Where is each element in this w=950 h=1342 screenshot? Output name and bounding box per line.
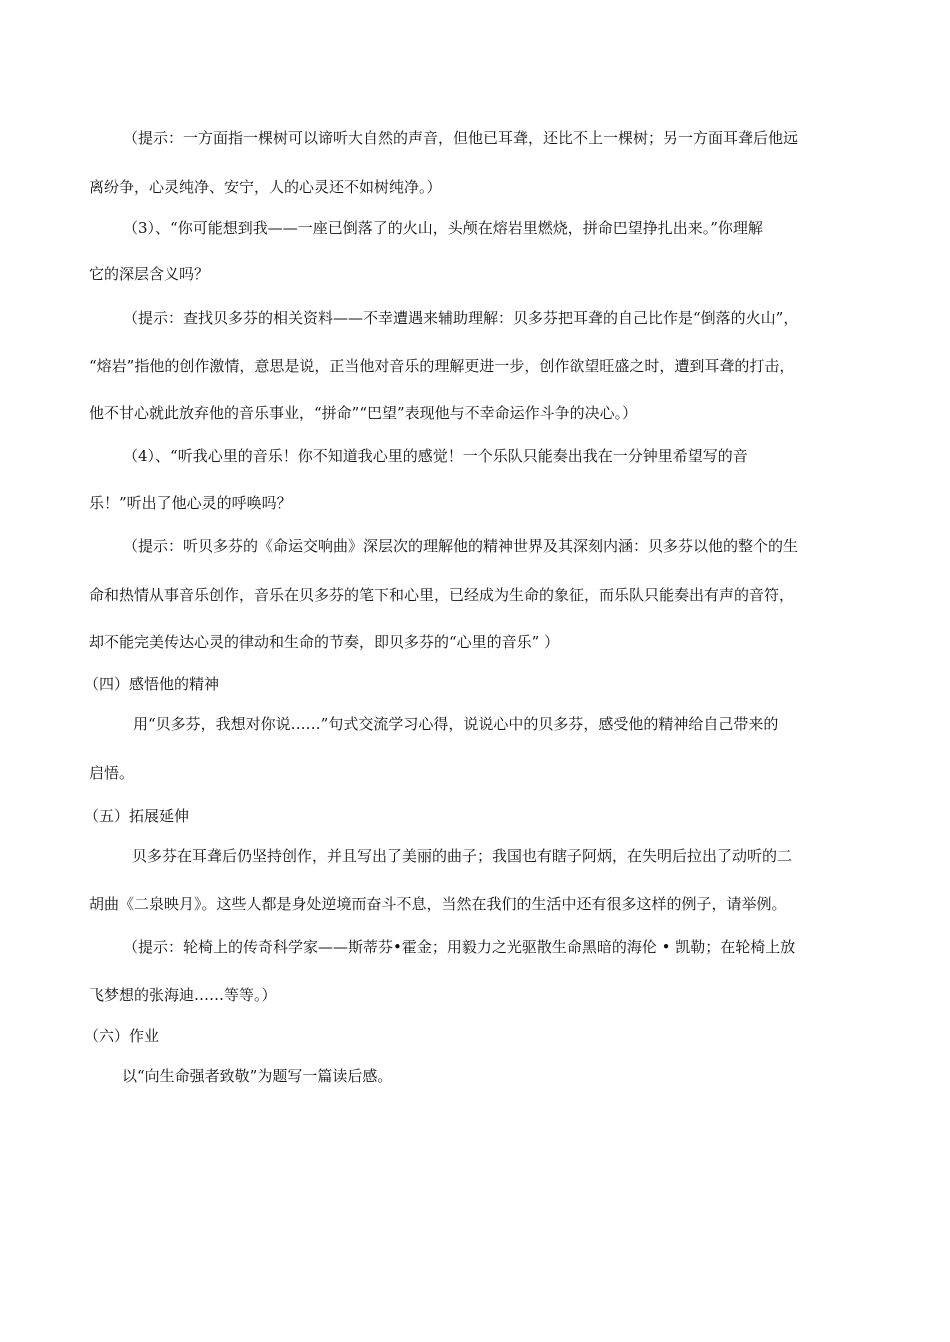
- hint-paragraph-1-line-1: （提示：一方面指一棵树可以谛听大自然的声音，但他已耳聋，还比不上一棵树；另一方面耳聋后他远: [123, 129, 799, 147]
- hint-paragraph-3-line-2: 命和热情从事音乐创作，音乐在贝多芬的笔下和心里，已经成为生命的象征，而乐队只能奏出有声的音符，: [89, 586, 795, 604]
- section-5-paragraph-line-1: 贝多芬在耳聋后仍坚持创作，并且写出了美丽的曲子；我国也有瞎子阿炳，在失明后拉出了动听的二: [132, 847, 793, 865]
- section-4-paragraph-line-1: 用“贝多芬，我想对你说……”句式交流学习心得，说说心中的贝多芬，感受他的精神给自己带来的: [133, 715, 779, 733]
- hint-paragraph-2-line-1: （提示：查找贝多芬的相关资料——不幸遭遇来辅助理解：贝多芬把耳聋的自己比作是“倒落的火山”，: [123, 309, 799, 327]
- question-3-line-2: 它的深层含义吗？: [89, 265, 210, 283]
- homework-paragraph: 以“向生命强者致敬”为题写一篇读后感。: [122, 1067, 393, 1085]
- hint-paragraph-4-line-2: 飞梦想的张海迪……等等。）: [89, 986, 277, 1004]
- hint-paragraph-4-line-1: （提示：轮椅上的传奇科学家——斯蒂芬•霍金；用毅力之光驱散生命黑暗的海伦 • 凯勒；在轮椅上放: [123, 938, 796, 956]
- question-4-line-2: 乐！”听出了他心灵的呼唤吗？: [89, 494, 292, 512]
- hint-paragraph-3-line-3: 却不能完美传达心灵的律动和生命的节奏，即贝多芬的“心里的音乐” ）: [89, 633, 560, 651]
- hint-paragraph-2-line-3: 他不甘心就此放弃他的音乐事业，“拼命”“巴望”表现他与不幸命运作斗争的决心。）: [89, 404, 638, 422]
- hint-paragraph-1-line-2: 离纷争，心灵纯净、安宁，人的心灵还不如树纯净。）: [89, 178, 442, 196]
- section-6-heading: （六）作业: [84, 1027, 160, 1045]
- question-4-line-1: （4）、“听我心里的音乐！你不知道我心里的感觉！一个乐队只能奏出我在一分钟里希望写的音: [123, 447, 748, 465]
- hint-paragraph-3-line-1: （提示：听贝多芬的《命运交响曲》深层次的理解他的精神世界及其深刻内涵：贝多芬以他的整个的生: [123, 537, 799, 555]
- section-4-paragraph-line-2: 启悟。: [89, 764, 135, 782]
- section-5-paragraph-line-2: 胡曲《二泉映月》。这些人都是身处逆境而奋斗不息，当然在我们的生活中还有很多这样的例子，请举例。: [89, 895, 787, 913]
- section-4-heading: （四）感悟他的精神: [84, 675, 220, 693]
- section-5-heading: （五）拓展延伸: [84, 807, 190, 825]
- hint-paragraph-2-line-2: “熔岩”指他的创作激情，意思是说，正当他对音乐的理解更进一步，创作欲望旺盛之时，遭到耳聋的打击，: [89, 357, 795, 375]
- question-3-line-1: （3）、“你可能想到我——一座已倒落了的火山，头颅在熔岩里燃烧，拼命巴望挣扎出来。”你理解: [123, 219, 763, 237]
